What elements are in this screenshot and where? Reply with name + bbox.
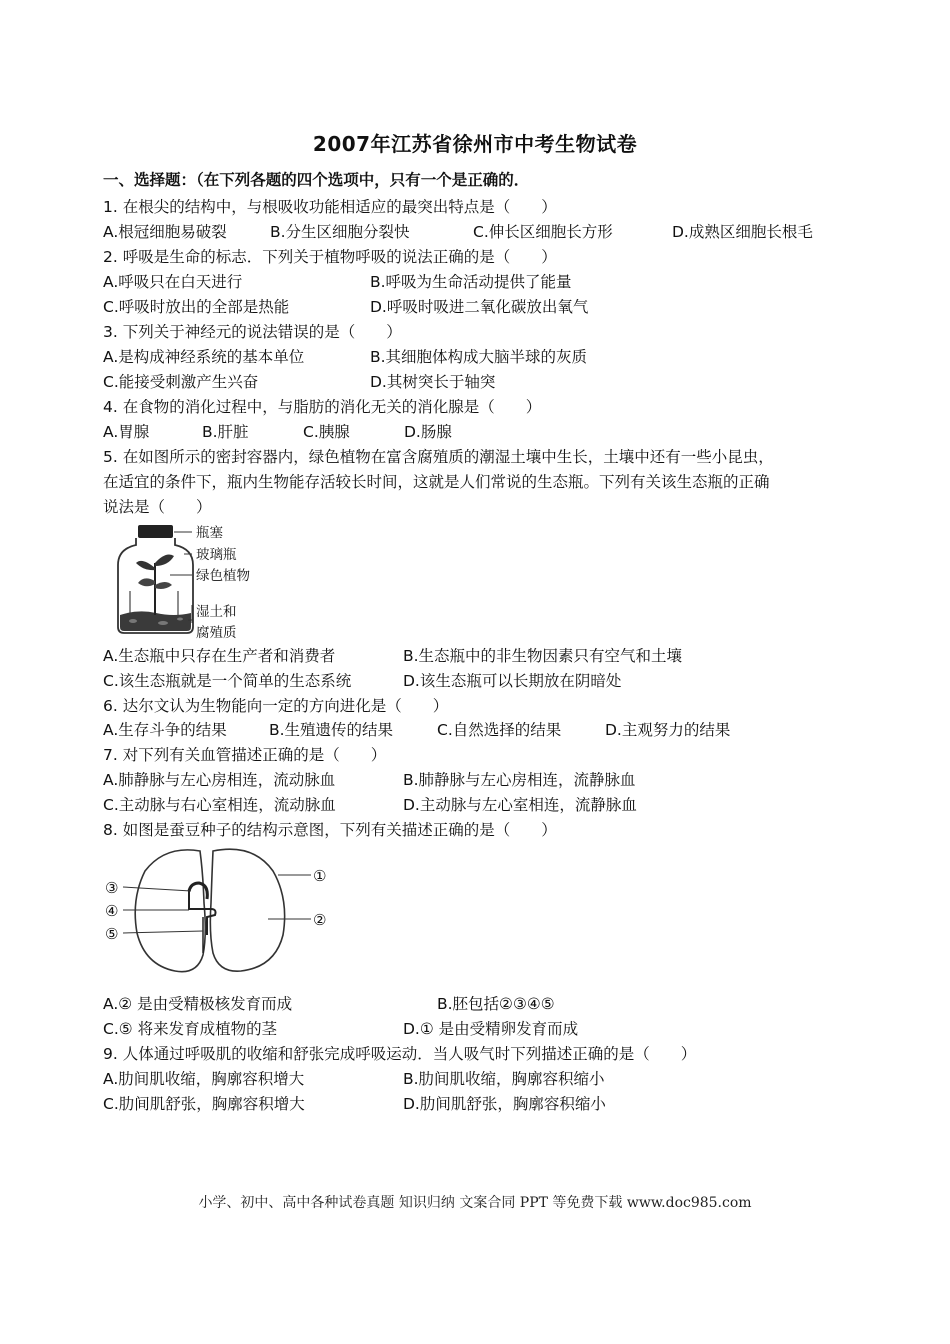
option-a: A.② 是由受精极核发育而成 [103, 995, 293, 1013]
label-glass-bottle: 玻璃瓶 [196, 547, 237, 563]
plumule [189, 883, 207, 899]
question-5-stem-line3: 说法是（ ） [103, 498, 212, 516]
option-b: B.分生区细胞分裂快 [270, 223, 410, 241]
left-cotyledon [135, 850, 205, 972]
question-4-stem: 4. 在食物的消化过程中，与脂肪的消化无关的消化腺是（ ） [103, 398, 542, 416]
option-a: A.肋间肌收缩，胸廓容积增大 [103, 1070, 305, 1088]
question-9-stem: 9. 人体通过呼吸肌的收缩和舒张完成呼吸运动．当人吸气时下列描述正确的是（ ） [103, 1045, 697, 1063]
option-a: A.胃腺 [103, 423, 150, 441]
option-d: D.主观努力的结果 [605, 721, 731, 739]
page-footer: 小学、初中、高中各种试卷真题 知识归纳 文案合同 PPT 等免费下载 www.doc985.com [198, 1195, 752, 1211]
page-title: 2007年江苏省徐州市中考生物试卷 [312, 132, 638, 156]
question-2-stem: 2. 呼吸是生命的标志．下列关于植物呼吸的说法正确的是（ ） [103, 248, 557, 266]
label-green-plant: 绿色植物 [196, 568, 250, 584]
right-cotyledon [210, 849, 284, 971]
section-heading: 一、选择题：（在下列各题的四个选项中，只有一个是正确的． [103, 171, 530, 189]
broad-bean-seed-figure [103, 843, 343, 978]
option-c: C.肋间肌舒张，胸廓容积增大 [103, 1095, 305, 1113]
option-c: C.呼吸时放出的全部是热能 [103, 298, 290, 316]
ecological-bottle-figure [108, 523, 278, 643]
option-c: C.能接受刺激产生兴奋 [103, 373, 259, 391]
option-c: C.自然选择的结果 [437, 721, 562, 739]
question-5-stem-line1: 5. 在如图所示的密封容器内，绿色植物在富含腐殖质的潮湿土壤中生长，土壤中还有一些小昆虫， [103, 448, 774, 466]
option-b: B.胚包括②③④⑤ [437, 995, 555, 1013]
question-1-stem: 1. 在根尖的结构中，与根吸收功能相适应的最突出特点是（ ） [103, 198, 557, 216]
option-a: A.是构成神经系统的基本单位 [103, 348, 305, 366]
option-a: A.生态瓶中只存在生产者和消费者 [103, 647, 336, 665]
option-b: B.肝脏 [202, 423, 249, 441]
label-3: ③ [105, 879, 119, 897]
option-a: A.肺静脉与左心房相连，流动脉血 [103, 771, 336, 789]
bottle-stopper [138, 525, 173, 538]
plant-leaf [138, 578, 155, 586]
label-5: ⑤ [105, 925, 119, 943]
option-d: D.成熟区细胞长根毛 [672, 223, 813, 241]
question-7-stem: 7. 对下列有关血管描述正确的是（ ） [103, 746, 387, 764]
option-a: A.呼吸只在白天进行 [103, 273, 243, 291]
plant-leaf [155, 582, 172, 589]
option-c: C.该生态瓶就是一个简单的生态系统 [103, 672, 352, 690]
option-d: D.呼吸时吸进二氧化碳放出氧气 [370, 298, 589, 316]
option-d: D.其树突长于轴突 [370, 373, 496, 391]
question-8-stem: 8. 如图是蚕豆种子的结构示意图，下列有关描述正确的是（ ） [103, 821, 557, 839]
option-b: B.呼吸为生命活动提供了能量 [370, 273, 572, 291]
label-moist-soil: 湿土和 [196, 604, 237, 620]
option-d: D.主动脉与左心室相连，流静脉血 [403, 796, 637, 814]
question-3-stem: 3. 下列关于神经元的说法错误的是（ ） [103, 323, 402, 341]
plant-leaf [155, 555, 174, 566]
option-b: B.生态瓶中的非生物因素只有空气和土壤 [403, 647, 683, 665]
option-d: D.肠腺 [404, 423, 452, 441]
plant-leaf [136, 561, 155, 570]
option-b: B.肺静脉与左心房相连，流静脉血 [403, 771, 636, 789]
label-1: ① [313, 867, 327, 885]
option-a: A.生存斗争的结果 [103, 721, 227, 739]
option-a: A.根冠细胞易破裂 [103, 223, 227, 241]
option-b: B.肋间肌收缩，胸廓容积缩小 [403, 1070, 605, 1088]
label-4: ④ [105, 902, 119, 920]
label-stopper: 瓶塞 [196, 525, 223, 541]
option-b: B.其细胞体构成大脑半球的灰质 [370, 348, 588, 366]
option-d: D.肋间肌舒张，胸廓容积缩小 [403, 1095, 606, 1113]
option-c: C.⑤ 将来发育成植物的茎 [103, 1020, 278, 1038]
option-d: D.该生态瓶可以长期放在阴暗处 [403, 672, 622, 690]
question-6-stem: 6. 达尔文认为生物能向一定的方向进化是（ ） [103, 697, 449, 715]
option-d: D.① 是由受精卵发育而成 [403, 1020, 579, 1038]
label-humus: 腐殖质 [196, 625, 237, 641]
option-c: C.伸长区细胞长方形 [473, 223, 613, 241]
option-c: C.主动脉与右心室相连，流动脉血 [103, 796, 336, 814]
option-c: C.胰腺 [303, 423, 350, 441]
label-2: ② [313, 911, 327, 929]
option-b: B.生殖遗传的结果 [269, 721, 394, 739]
question-5-stem-line2: 在适宜的条件下，瓶内生物能存活较长时间，这就是人们常说的生态瓶。下列有关该生态瓶的正确 [103, 473, 770, 491]
